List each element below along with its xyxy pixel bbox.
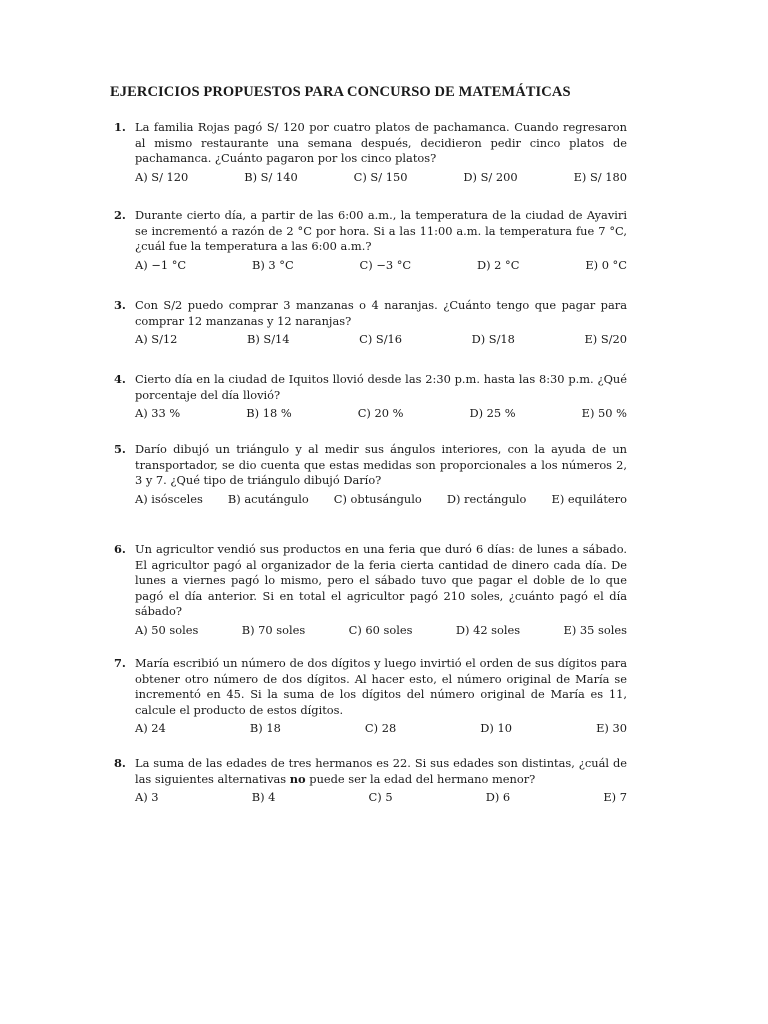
emphasis-no: no [289,771,306,786]
problem-number: 2. [114,208,126,222]
problem-number: 3. [114,298,126,312]
problem-1 [114,120,627,185]
option-d: D) 2 °C [476,257,520,272]
problem-text: Con S/2 puedo comprar 3 manzanas o 4 naranjas. ¿Cuánto tengo que pagar para comprar 12 manzanas y 12 naranjas? [135,298,627,328]
problem-number: 5. [114,442,126,456]
option-a: A) S/12 [135,332,178,347]
option-e: E) S/ 180 [573,169,627,184]
option-c: C) 5 [368,790,393,805]
option-b: B) acutángulo [227,491,309,506]
option-d: D) S/18 [471,332,515,347]
option-a: A) 33 % [135,406,181,421]
problem-text: María escribió un número de dos dígitos y luego invirtió el orden de sus dígitos para obtener otro número de dos dígitos. Al hacer esto, el número original de María se incrementó en 45. Si la suma de los dígitos del número original de María es 11, calcule el producto de estos dígitos. [135,656,627,717]
option-d: D) 6 [485,790,511,805]
option-a: A) 24 [135,721,166,736]
problem-6 [114,542,627,639]
option-c: C) −3 °C [359,257,412,272]
answer-options [135,406,627,422]
option-a: A) 3 [135,790,159,805]
problem-text: Un agricultor vendió sus productos en una feria que duró 6 días: de lunes a sábado. El agricultor pagó al organizador de la feria cierta cantidad de dinero cada día. De lunes a viernes pagó lo mismo, pero el sábado tuvo que pagar el doble de lo que pagó el día anterior. Si en total el agricultor pagó 210 soles, ¿cuánto pagó el día sábado? [135,542,627,619]
problem-number: 8. [114,756,126,770]
option-b: B) 70 soles [241,622,306,637]
option-a: A) isósceles [135,491,203,506]
option-d: D) S/ 200 [463,169,518,184]
problem-5 [114,442,627,507]
option-e: E) 30 [596,721,627,736]
option-e: E) 0 °C [585,257,627,272]
option-c: C) 28 [364,721,397,736]
option-e: E) 50 % [581,406,627,421]
answer-options [135,258,627,274]
problem-text: Durante cierto día, a partir de las 6:00 a.m., la temperatura de la ciudad de Ayaviri se incrementó a razón de 2 °C por hora. Si a las 11:00 a.m. la temperatura fue 7 °C, ¿cuál fue la temperatura a las 6:00 a.m.? [135,208,627,254]
option-c: C) 60 soles [348,622,413,637]
problem-number: 6. [114,542,126,556]
option-b: B) 4 [251,790,276,805]
option-d: D) rectángulo [446,491,527,506]
problem-7 [114,656,627,737]
problem-number: 4. [114,372,126,386]
problem-text: Cierto día en la ciudad de Iquitos llovió desde las 2:30 p.m. hasta las 8:30 p.m. ¿Qué porcentaje del día llovió? [135,372,627,402]
problem-3 [114,298,627,348]
answer-options [135,332,627,348]
option-a: A) −1 °C [135,257,187,272]
option-b: B) 18 [249,721,281,736]
problem-text-part: La suma de las edades de tres hermanos es 22. Si sus edades son distintas, ¿cuál de las siguientes alternativas [135,756,627,786]
problem-text [135,756,627,787]
answer-options [135,492,627,508]
option-b: B) S/14 [246,332,290,347]
option-e: E) S/20 [584,332,627,347]
option-b: B) 18 % [246,406,292,421]
problem-8 [114,756,627,806]
problem-text-part: puede ser la edad del hermano menor? [305,771,536,786]
option-a: A) S/ 120 [135,169,189,184]
option-c: C) obtusángulo [333,491,422,506]
option-e: E) 7 [603,790,627,805]
answer-options [135,721,627,737]
option-c: C) S/ 150 [353,169,408,184]
option-e: E) 35 soles [563,622,627,637]
option-c: C) S/16 [359,332,403,347]
answer-options [135,623,627,639]
option-b: B) 3 °C [251,257,294,272]
answer-options [135,790,627,806]
option-d: D) 10 [480,721,512,736]
problem-text: La familia Rojas pagó S/ 120 por cuatro platos de pachamanca. Cuando regresaron al mismo restaurante una semana después, decidieron pedir cinco platos de pachamanca. ¿Cuánto pagaron por los cinco platos? [135,120,627,166]
problem-text: Darío dibujó un triángulo y al medir sus ángulos interiores, con la ayuda de un transportador, se dio cuenta que estas medidas son proporcionales a los números 2, 3 y 7. ¿Qué tipo de triángulo dibujó Darío? [135,442,627,488]
option-a: A) 50 soles [135,622,199,637]
option-d: D) 25 % [469,406,516,421]
problem-number: 7. [114,656,126,670]
option-e: E) equilátero [551,491,627,506]
option-b: B) S/ 140 [244,169,298,184]
problem-4 [114,372,627,422]
page-title: EJERCICIOS PROPUESTOS PARA CONCURSO DE MATEMÁTICAS [110,84,571,100]
answer-options [135,170,627,186]
problem-2 [114,208,627,273]
option-c: C) 20 % [357,406,404,421]
option-d: D) 42 soles [455,622,521,637]
problem-number: 1. [114,120,126,134]
